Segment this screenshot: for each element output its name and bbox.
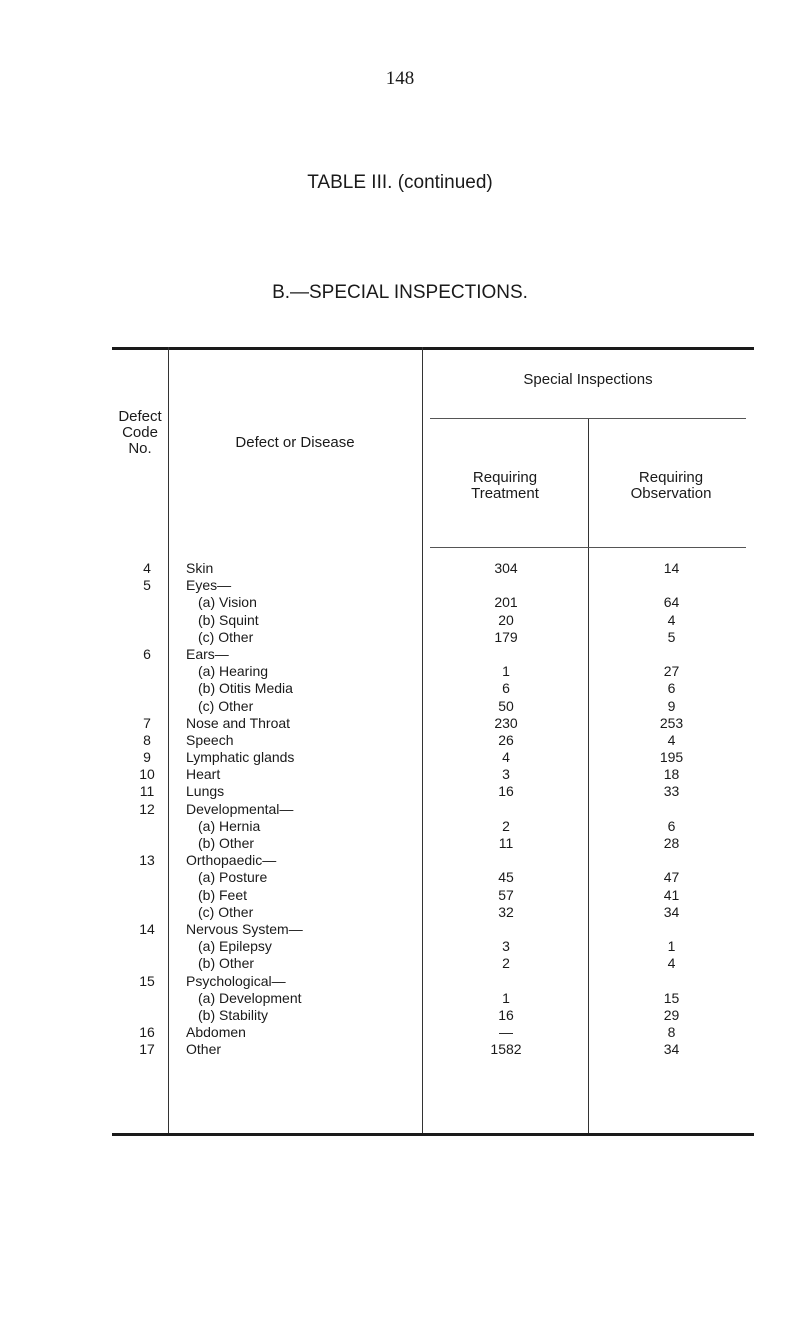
requiring-observation-cell: 9 [667, 697, 676, 714]
requiring-observation-cell: 33 [663, 783, 680, 800]
requiring-observation-cell: 195 [659, 749, 684, 766]
table-row [112, 749, 754, 766]
requiring-observation-cell: 29 [663, 1006, 680, 1023]
requiring-treatment-cell: 201 [494, 594, 518, 611]
requiring-treatment-cell: 16 [498, 783, 514, 800]
requiring-treatment-cell: 50 [498, 697, 514, 714]
requiring-treatment-cell: 179 [494, 628, 518, 645]
defect-code-cell: 10 [139, 766, 155, 783]
page-number: 148 [385, 68, 415, 89]
header-defect-code [112, 409, 168, 457]
requiring-treatment-cell: 1582 [490, 1041, 522, 1058]
table-row [112, 577, 754, 594]
requiring-treatment-cell: 304 [494, 560, 518, 576]
defect-name-cell: (c) Other [198, 628, 254, 645]
defect-code-cell: 12 [139, 800, 155, 817]
requiring-treatment-cell: 2 [502, 955, 510, 972]
requiring-treatment-cell: 3 [502, 938, 510, 955]
table-row [112, 1041, 754, 1058]
table-row [112, 921, 754, 938]
header-requiring-treatment-line-2: Treatment [471, 485, 539, 502]
requiring-observation-cell: 4 [667, 611, 676, 628]
table-row [112, 818, 754, 835]
requiring-treatment-cell: 32 [498, 903, 514, 920]
defect-name-cell: (b) Feet [198, 886, 248, 903]
table-row [112, 698, 754, 715]
header-bottom-rule [430, 547, 746, 548]
defect-name-cell: Heart [186, 766, 221, 783]
defect-code-cell: 16 [139, 1024, 155, 1041]
requiring-observation-cell: 8 [667, 1024, 676, 1041]
table-title: TABLE III. (continued) [307, 172, 493, 193]
requiring-treatment-cell: — [499, 1024, 513, 1041]
header-requiring-treatment-line-1: Requiring [472, 469, 538, 486]
table-row [112, 646, 754, 663]
requiring-treatment-cell: 1 [502, 663, 510, 680]
defect-name-cell: Developmental— [186, 800, 294, 817]
defect-code-cell: 4 [143, 560, 151, 576]
table-row [112, 1007, 754, 1024]
defect-name-cell: Speech [186, 731, 234, 748]
table-subtitle: B.—SPECIAL INSPECTIONS. [272, 282, 528, 303]
table-row [112, 732, 754, 749]
requiring-observation-cell: 1 [667, 938, 676, 955]
defect-name-cell: (a) Hearing [198, 663, 269, 680]
defect-name-cell: Lungs [186, 783, 225, 800]
table-row [112, 938, 754, 955]
table-row [112, 887, 754, 904]
defect-code-cell: 15 [139, 972, 155, 989]
requiring-observation-cell: 5 [667, 628, 676, 645]
defect-code-cell: 5 [143, 577, 151, 594]
defect-code-cell: 11 [139, 783, 155, 800]
table-row [112, 852, 754, 869]
table-row [112, 560, 754, 577]
requiring-treatment-cell: 57 [498, 886, 514, 903]
requiring-treatment-cell: 1 [502, 989, 510, 1006]
requiring-observation-cell: 253 [659, 714, 684, 731]
requiring-observation-cell: 64 [663, 594, 680, 611]
header-defect-or-disease: Defect or Disease [235, 434, 355, 451]
table-row [112, 990, 754, 1007]
defect-name-cell: (b) Stability [198, 1006, 269, 1023]
header-defect-code-line-1: Defect [118, 408, 162, 425]
defect-name-cell: Nose and Throat [186, 714, 291, 731]
table-row [112, 869, 754, 886]
table-row [112, 801, 754, 818]
defect-code-cell: 17 [139, 1041, 155, 1058]
defect-code-cell: 6 [143, 645, 151, 662]
table-row [112, 715, 754, 732]
requiring-treatment-cell: 2 [502, 817, 510, 834]
requiring-observation-cell: 6 [667, 680, 676, 697]
defect-code-cell: 7 [143, 714, 151, 731]
requiring-observation-cell: 34 [663, 1041, 680, 1058]
table-row [112, 955, 754, 972]
header-requiring-observation [588, 470, 754, 502]
defect-name-cell: Skin [186, 560, 214, 576]
table-top-rule [112, 347, 754, 350]
defect-name-cell: Eyes— [186, 577, 232, 594]
table-row [112, 680, 754, 697]
requiring-treatment-cell: 4 [502, 749, 510, 766]
header-defect-code-line-3: No. [128, 440, 152, 457]
requiring-observation-cell: 6 [667, 817, 676, 834]
defect-name-cell: (c) Other [198, 903, 254, 920]
header-requiring-observation-line-2: Observation [630, 485, 712, 502]
requiring-treatment-cell: 45 [498, 869, 514, 886]
requiring-treatment-cell: 11 [498, 835, 514, 851]
defect-name-cell: Nervous System— [186, 920, 303, 937]
requiring-observation-cell: 14 [663, 560, 680, 576]
requiring-observation-cell: 41 [663, 886, 680, 903]
defect-name-cell: (b) Other [198, 955, 255, 972]
special-inspections-underline [430, 418, 746, 419]
defect-name-cell: Abdomen [186, 1024, 246, 1041]
header-requiring-treatment [422, 470, 588, 502]
requiring-observation-cell: 15 [663, 989, 680, 1006]
requiring-observation-cell: 47 [663, 869, 680, 886]
table-row [112, 1024, 754, 1041]
defect-name-cell: (a) Posture [198, 869, 268, 886]
requiring-observation-cell: 4 [667, 731, 676, 748]
requiring-treatment-cell: 26 [498, 731, 514, 748]
requiring-observation-cell: 28 [663, 835, 680, 851]
defect-name-cell: Orthopaedic— [186, 852, 277, 869]
defect-name-cell: (a) Vision [198, 594, 257, 611]
table-row [112, 973, 754, 990]
table-row [112, 835, 754, 852]
defect-name-cell: Ears— [186, 645, 229, 662]
defect-name-cell: Lymphatic glands [186, 749, 295, 766]
defect-name-cell: (b) Squint [198, 611, 259, 628]
defect-name-cell: (b) Other [198, 835, 255, 851]
table-row [112, 629, 754, 646]
defect-name-cell: Other [186, 1041, 222, 1058]
requiring-observation-cell: 18 [663, 766, 680, 783]
requiring-treatment-cell: 16 [498, 1006, 514, 1023]
requiring-observation-cell: 4 [667, 955, 676, 972]
defect-code-cell: 13 [139, 852, 155, 869]
requiring-treatment-cell: 6 [502, 680, 510, 697]
defect-name-cell: Psychological— [186, 972, 286, 989]
requiring-observation-cell: 34 [663, 903, 680, 920]
defect-name-cell: (a) Hernia [198, 817, 261, 834]
table-row [112, 612, 754, 629]
table-row [112, 663, 754, 680]
requiring-observation-cell: 27 [663, 663, 680, 680]
defect-name-cell: (b) Otitis Media [198, 680, 293, 697]
header-defect-code-line-2: Code [122, 424, 158, 441]
table-row [112, 904, 754, 921]
header-special-inspections: Special Inspections [523, 371, 653, 388]
defect-name-cell: (a) Development [198, 989, 302, 1006]
requiring-treatment-cell: 3 [502, 766, 510, 783]
defect-code-cell: 9 [143, 749, 151, 766]
table-row [112, 766, 754, 783]
defect-name-cell: (c) Other [198, 697, 254, 714]
defect-code-cell: 14 [139, 920, 155, 937]
table-row [112, 783, 754, 800]
defect-code-cell: 8 [143, 731, 151, 748]
table-bottom-rule [112, 1133, 754, 1136]
requiring-treatment-cell: 20 [498, 611, 514, 628]
requiring-treatment-cell: 230 [494, 714, 518, 731]
defect-name-cell: (a) Epilepsy [198, 938, 272, 955]
inspection-rows [112, 560, 754, 1058]
header-requiring-observation-line-1: Requiring [638, 469, 704, 486]
table-row [112, 594, 754, 611]
